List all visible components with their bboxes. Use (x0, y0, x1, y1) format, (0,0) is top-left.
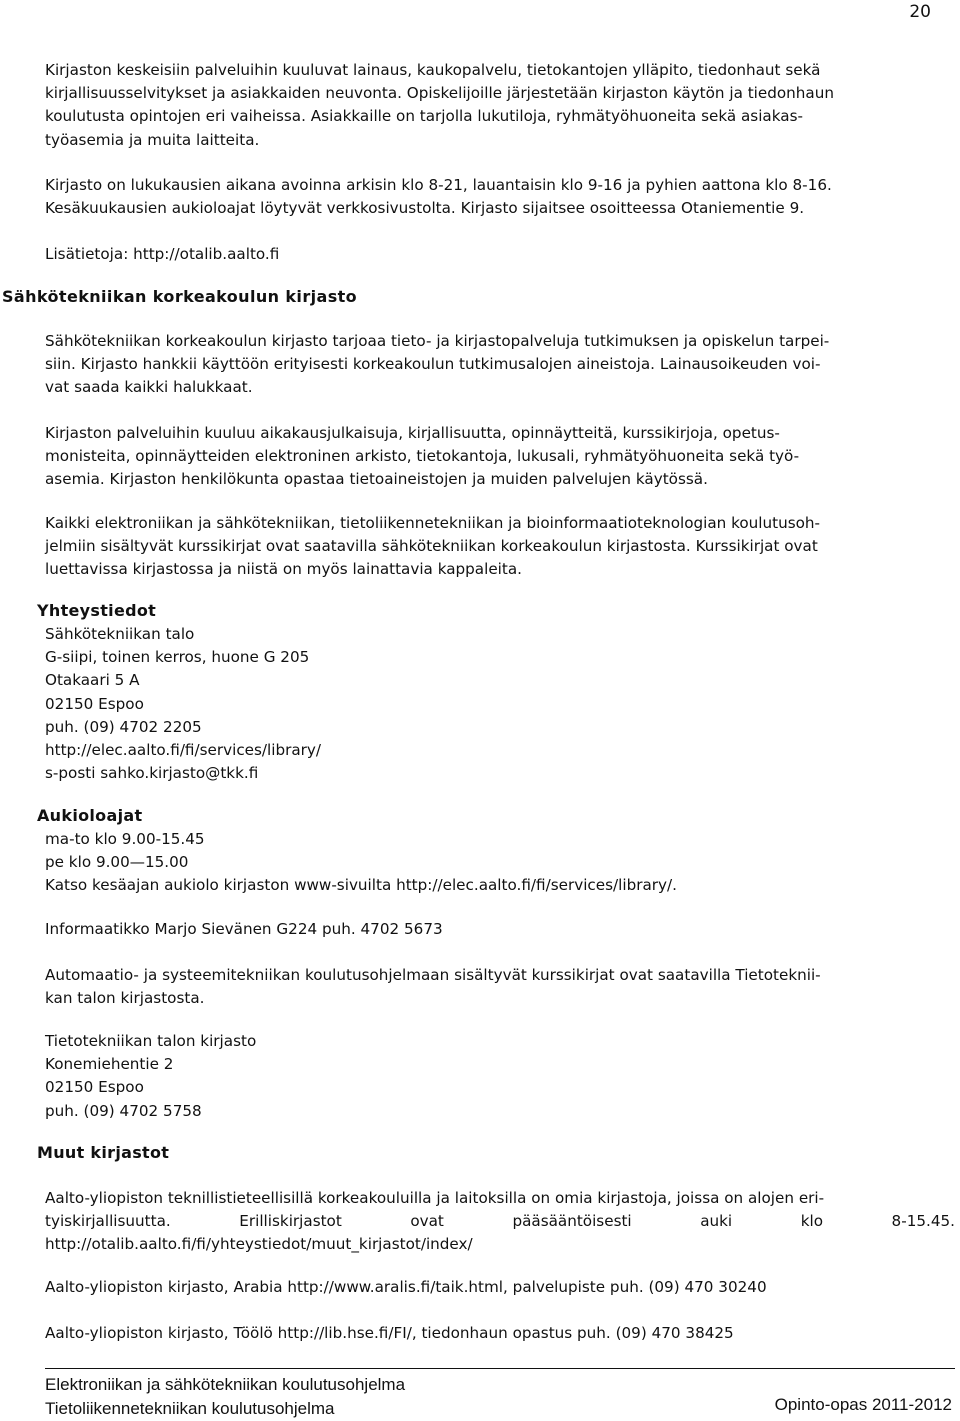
text-line: kirjallisuusselvitykset ja asiakkaiden neuvonta. Opiskelijoille järjestetään kirjaston käytön ja tiedonhaun (45, 84, 834, 103)
hours-mon-thu: ma-to klo 9.00-15.45 (45, 830, 205, 848)
contact-details (45, 623, 321, 785)
text-line: Konemiehentie 2 (45, 1055, 174, 1074)
street-address: Otakaari 5 A (45, 671, 140, 690)
text-line: vat saada kaikki halukkaat. (45, 378, 253, 397)
text-line: Kirjasto on lukukausien aikana avoinna arkisin klo 8-21, lauantaisin klo 9-16 ja pyhien aattona klo 8-16. (45, 176, 832, 194)
text-line: Kirjaston palveluihin kuuluu aikakausjulkaisuja, kirjallisuutta, opinnäytteitä, kurssikirjoja, opetus- (45, 424, 780, 442)
contact-heading: Yhteystiedot (37, 601, 157, 620)
other-libraries-heading: Muut kirjastot (37, 1143, 170, 1162)
section-paragraph-2 (45, 422, 955, 492)
text-line: Tietotekniikan talon kirjasto (45, 1032, 257, 1050)
footer-programs (45, 1373, 405, 1421)
text-line: Automaatio- ja systeemitekniikan koulutusohjelmaan sisältyvät kurssikirjat ovat saatavilla Tietoteknii- (45, 966, 821, 984)
section-paragraph-3 (45, 512, 955, 582)
footer-guide-title: Opinto-opas 2011-2012 (774, 1395, 952, 1414)
toolo-library (45, 1322, 734, 1345)
text-line: kan talon kirjastosta. (45, 989, 205, 1008)
text-line: 02150 Espoo (45, 1078, 144, 1097)
hours-heading: Aukioloajat (37, 806, 143, 825)
intro-more-info (45, 243, 955, 266)
text-line: Aalto-yliopiston teknillistieteellisillä korkeakouluilla ja laitoksilla on omia kirjastoja, joissa on alojen eri- (45, 1189, 825, 1207)
intro-paragraph-2 (45, 174, 955, 220)
footer-divider (45, 1368, 955, 1369)
text-line: Kaikki elektroniikan ja sähkötekniikan, tietoliikennetekniikan ja bioinformaatioteknologian koulutusoh- (45, 514, 821, 532)
text-line: http://otalib.aalto.fi/fi/yhteystiedot/muut_kirjastot/index/ (45, 1235, 473, 1254)
text-line: asemia. Kirjaston henkilökunta opastaa tietoaineistojen ja muiden palvelujen käytössä. (45, 470, 708, 489)
footer-program-1: Elektroniikan ja sähkötekniikan koulutusohjelma (45, 1375, 406, 1394)
cs-library-address (45, 1030, 256, 1123)
more-info-link-text: Lisätietoja: http://otalib.aalto.fi (45, 245, 280, 263)
section-heading: Sähkötekniikan korkeakoulun kirjasto (2, 287, 358, 306)
summer-hours-note: Katso kesäajan aukiolo kirjaston www-sivuilta http://elec.aalto.fi/fi/services/library/. (45, 876, 677, 895)
arabia-library (45, 1276, 767, 1299)
text-line: Aalto-yliopiston kirjasto, Arabia http://www.aralis.fi/taik.html, palvelupiste puh. (09) 470 30240 (45, 1278, 767, 1296)
opening-hours (45, 828, 677, 898)
wing-room: G-siipi, toinen kerros, huone G 205 (45, 648, 310, 667)
text-line: Kirjaston keskeisiin palveluihin kuuluvat lainaus, kaukopalvelu, tietokantojen ylläpito, tiedonhaut sekä (45, 61, 821, 79)
text-line: monisteita, opinnäytteiden elektroninen arkisto, tietokantoja, lukusali, ryhmätyöhuoneita sekä työ- (45, 447, 800, 466)
text-line: jelmiin sisältyvät kurssikirjat ovat saatavilla sähkötekniikan korkeakoulun kirjastosta. Kurssikirjat ovat (45, 537, 818, 556)
text-line: puh. (09) 4702 5758 (45, 1101, 202, 1120)
website-url: http://elec.aalto.fi/fi/services/library/ (45, 741, 322, 760)
page-number: 20 (909, 2, 931, 22)
building-name: Sähkötekniikan talo (45, 625, 195, 643)
text-line: Kesäkuukausien aukioloajat löytyvät verkkosivustolta. Kirjasto sijaitsee osoitteessa Otaniementie 9. (45, 199, 805, 218)
footer-program-2: Tietoliikennetekniikan koulutusohjelma (45, 1399, 335, 1418)
text-line: työasemia ja muita laitteita. (45, 130, 260, 149)
text-line: Sähkötekniikan korkeakoulun kirjasto tarjoaa tieto- ja kirjastopalveluja tutkimuksen ja opiskelun tarpei- (45, 332, 830, 350)
intro-paragraph-1 (45, 59, 955, 152)
hours-fri: pe klo 9.00—15.00 (45, 853, 189, 872)
text-line: tyiskirjallisuutta. Erilliskirjastot ovat pääsääntöisesti auki klo 8-15.45. (45, 1212, 955, 1231)
text-line: Aalto-yliopiston kirjasto, Töölö http://lib.hse.fi/FI/, tiedonhaun opastus puh. (09) 470 38425 (45, 1324, 734, 1342)
text-line: luettavissa kirjastossa ja niistä on myös lainattavia kappaleita. (45, 560, 522, 579)
postal-code: 02150 Espoo (45, 694, 144, 713)
other-libraries-paragraph (45, 1187, 955, 1257)
section-paragraph-1 (45, 330, 955, 400)
automation-paragraph (45, 964, 955, 1010)
informatician-contact (45, 918, 443, 941)
text-line: koulutusta opintojen eri vaiheissa. Asiakkaille on tarjolla lukutiloja, ryhmätyöhuoneita sekä asiakas- (45, 107, 803, 126)
text-line: siin. Kirjasto hankkii käyttöön erityisesti korkeakoulun tutkimusalojen aineistoja. Lainausoikeuden voi- (45, 355, 821, 374)
text-line: Informaatikko Marjo Sievänen G224 puh. 4702 5673 (45, 920, 443, 938)
email-address: s-posti sahko.kirjasto@tkk.fi (45, 764, 259, 783)
phone-number: puh. (09) 4702 2205 (45, 717, 202, 736)
